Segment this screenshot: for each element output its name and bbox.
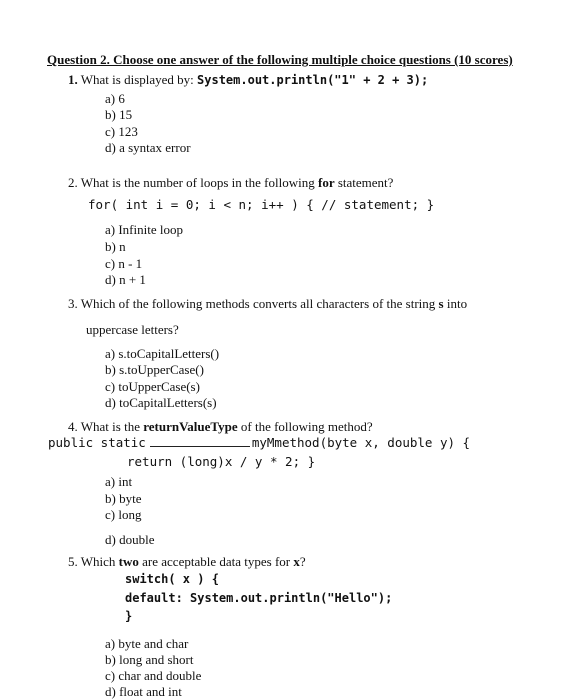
question-1 bbox=[68, 72, 428, 88]
question-1-text: What is displayed by: bbox=[80, 72, 198, 87]
q4-option-b: b) byte bbox=[105, 491, 142, 506]
q1-option-b: b) 15 bbox=[105, 107, 133, 122]
question-4-text-before: What is the bbox=[80, 419, 144, 434]
question-5 bbox=[68, 554, 306, 570]
question-3 bbox=[68, 296, 467, 312]
question-4-text-after: of the following method? bbox=[237, 419, 373, 434]
question-2-text-before: What is the number of loops in the following bbox=[80, 175, 318, 190]
q3-option-d: d) toCapitalLetters(s) bbox=[105, 395, 217, 410]
question-4 bbox=[68, 419, 373, 435]
question-5-text-after: ? bbox=[299, 554, 306, 569]
question-4-code-line2: return (long)x / y * 2; } bbox=[127, 454, 316, 469]
question-4-bold-word: returnValueType bbox=[143, 419, 238, 434]
question-2-bold-word: for bbox=[317, 175, 335, 190]
answer-blank bbox=[150, 435, 250, 447]
question-title: Question 2. Choose one answer of the following multiple choice questions (10 scores) bbox=[47, 52, 513, 67]
question-4-number: 4. bbox=[68, 419, 78, 434]
question-5-bold-var: x bbox=[293, 554, 300, 569]
q2-option-d: d) n + 1 bbox=[105, 272, 146, 287]
q5-option-c: c) char and double bbox=[105, 668, 202, 683]
q1-option-c: c) 123 bbox=[105, 124, 138, 139]
question-2-number: 2. bbox=[68, 175, 78, 190]
question-5-text-middle: are acceptable data types for bbox=[138, 554, 294, 569]
q1-option-d: d) a syntax error bbox=[105, 140, 191, 155]
question-5-number: 5. bbox=[68, 554, 78, 569]
q5-option-d: d) float and int bbox=[105, 684, 182, 699]
question-1-number: 1. bbox=[68, 72, 78, 87]
q5-option-a: a) byte and char bbox=[105, 636, 189, 651]
q3-option-b: b) s.toUpperCase() bbox=[105, 362, 204, 377]
question-5-code-line1: switch( x ) { bbox=[125, 572, 219, 586]
q4-option-c: c) long bbox=[105, 507, 142, 522]
q2-option-a: a) Infinite loop bbox=[105, 222, 183, 237]
question-4-code-start: public static bbox=[48, 435, 146, 450]
q5-option-b: b) long and short bbox=[105, 652, 194, 667]
question-2 bbox=[68, 175, 393, 191]
question-5-code-line2: default: System.out.println("Hello"); bbox=[125, 591, 393, 605]
q4-option-a: a) int bbox=[105, 474, 133, 489]
q3-option-a: a) s.toCapitalLetters() bbox=[105, 346, 220, 361]
q2-option-b: b) n bbox=[105, 239, 126, 254]
question-4-code-end: myMmethod(byte x, double y) { bbox=[251, 435, 471, 450]
question-3-text-line1: Which of the following methods converts all characters of the string bbox=[80, 296, 436, 311]
question-5-text-before: Which bbox=[80, 554, 119, 569]
q1-option-a: a) 6 bbox=[105, 91, 125, 106]
q3-option-c: c) toUpperCase(s) bbox=[105, 379, 200, 394]
question-5-bold-word: two bbox=[118, 554, 139, 569]
question-3-bold-var: s bbox=[438, 296, 444, 311]
question-5-code-line3: } bbox=[125, 609, 133, 623]
question-2-text-after: statement? bbox=[334, 175, 394, 190]
q4-option-d: d) double bbox=[105, 532, 155, 547]
question-3-text-line2: uppercase letters? bbox=[86, 322, 179, 337]
question-3-number: 3. bbox=[68, 296, 78, 311]
question-2-code: for( int i = 0; i < n; i++ ) { // statement; } bbox=[88, 197, 435, 212]
question-4-code-line1 bbox=[48, 435, 470, 450]
question-1-code: System.out.println("1" + 2 + 3); bbox=[197, 73, 429, 87]
q2-option-c: c) n - 1 bbox=[105, 256, 143, 271]
question-3-text-line1-end: into bbox=[446, 296, 468, 311]
